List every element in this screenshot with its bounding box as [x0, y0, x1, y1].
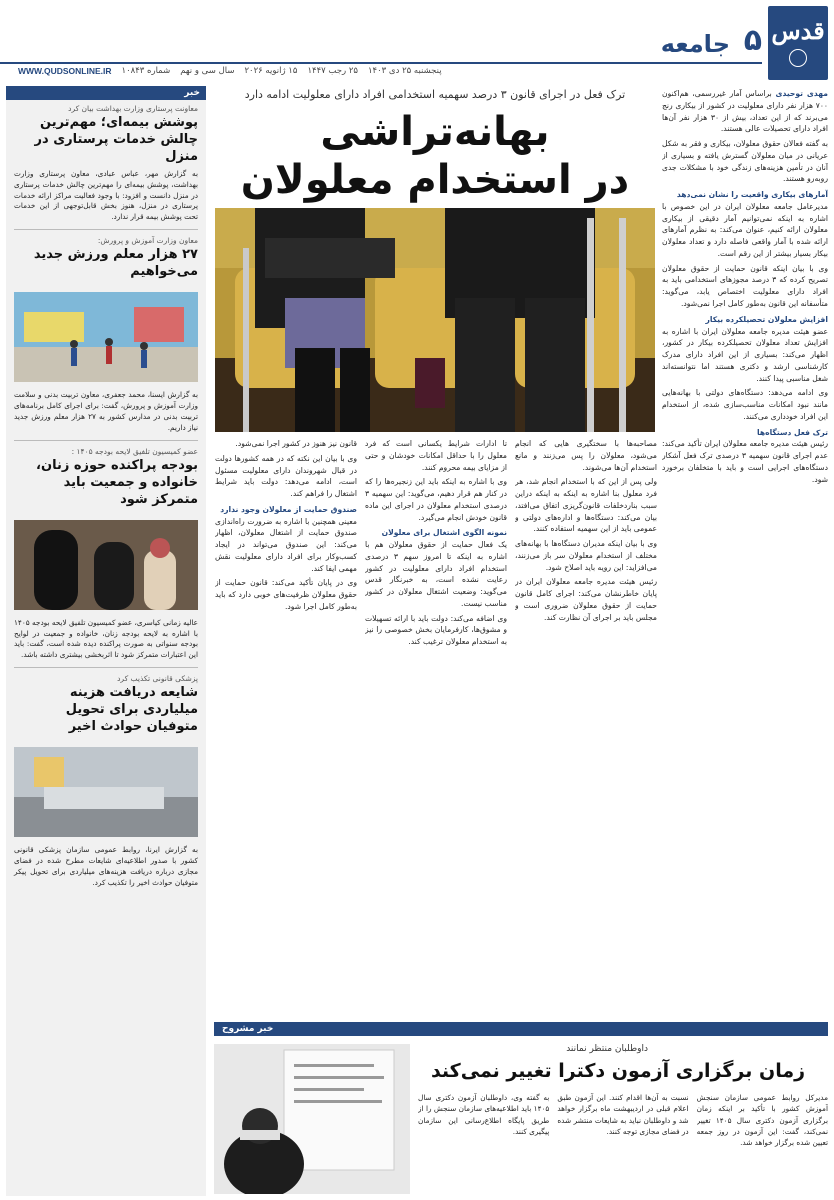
bottom-column-1: مدیرکل روابط عمومی سازمان سنجش آموزش کشور با تأکید بر اینکه زمان برگزاری آزمون دکتری سال ۱۴۰۵ تغییر نمی‌کند، گفت: این آزمون در روز جمعه تعیین شده برگزار خواهد شد. — [696, 1093, 828, 1148]
item-title[interactable]: شایعه دریافت هزینه میلیاردی برای تحویل متوفیان حوادث اخیر — [65, 685, 198, 735]
subheading: آمارهای بیکاری واقعیت را نشان نمی‌دهد — [676, 190, 828, 200]
masthead — [0, 0, 834, 86]
page-number: ۵ — [743, 23, 762, 58]
paragraph: قانون نیز هنوز در کشور اجرا نمی‌شود. — [235, 439, 357, 448]
sidebar-news-item[interactable] — [6, 670, 206, 743]
bottom-column-3: به گفته وی، داوطلبان آزمون دکتری سال ۱۴۰۵ باید اطلاعیه‌های سازمان سنجش را از طریق پایگاه اطلاع‌رسانی این سازمان پیگیری کنند. — [418, 1093, 550, 1136]
item-kicker: معاونت پرستاری وزارت بهداشت بیان کرد — [68, 104, 198, 113]
paragraph: عضو هیئت مدیره جامعه معلولان ایران با اشاره به افزایش تعداد معلولان تحصیلکرده بیکار در کشور، اظهار می‌کند: بسیاری از این افراد دارای مدرک کارشناسی ارشد و دکتری هستند اما نتوانسته‌اند شغل مناسبی پیدا کنند. — [662, 326, 828, 383]
paragraph: وی اضافه می‌کند: دولت باید با ارائه تسهیلات و مشوق‌ها، کارفرمایان بخش خصوصی را نیز به استخدام معلولان ترغیب کند. — [365, 613, 507, 647]
paragraph: رئیس هیئت مدیره جامعه معلولان ایران در پایان خاطرنشان می‌کند: اجرای کامل قانون حمایت از حقوق معلولان ضروری است و مجلس باید بر اجرای آن نظارت کند. — [515, 577, 657, 622]
body-column-1 — [515, 438, 657, 1016]
item-kicker: پزشکی قانونی تکذیب کرد — [117, 674, 198, 684]
bottom-body — [418, 1092, 828, 1196]
item-kicker: عضو کمیسیون تلفیق لایحه بودجه ۱۴۰۵ : — [71, 446, 198, 456]
website-link[interactable]: WWW.QUDSONLINE.IR — [18, 66, 112, 76]
item-body: عالیه زمانی کیاسری، عضو کمیسیون تلفیق لایحه بودجه ۱۴۰۵ با اشاره به لایحه بودجه زنان، خانواده و جمعیت در لوایح بودجه سنواتی به صورت پراکنده دیده شده است، گفت: باید این اعتبارات متمرکز شود تا اثربخشی بیشتری داشته باشد. — [14, 617, 198, 660]
paragraph: رئیس هیئت مدیره جامعه معلولان ایران تأکید می‌کند: عدم اجرای قانون سهمیه ۳ درصدی ترک فعل آشکار دستگاه‌های اجرایی است و باید با متخلفان برخورد شود. — [662, 439, 828, 484]
headline-line-2: در استخدام معلولان — [240, 157, 630, 203]
sidebar-news-item[interactable] — [6, 232, 206, 288]
item-body: به گزارش ایسنا، محمد جعفری، معاون تربیت بدنی و سلامت وزارت آموزش و پرورش، گفت: برای اجرای کامل برنامه‌های تربیت بدنی در مدارس کشور به ۲۷ هزار معلم ورزش جدید نیاز داریم. — [14, 390, 198, 432]
headline-line-1: بهانه‌تراشی — [320, 109, 550, 155]
date-hijri: ۲۵ رجب ۱۴۴۷ — [307, 66, 358, 76]
item-body: به گزارش ایرنا، روابط عمومی سازمان پزشکی قانونی کشور با صدور اطلاعیه‌ای شایعات مطرح شده در فضای مجازی درباره دریافت هزینه‌های میلیاردی برای تحویل پیکر متوفیان حوادث اخیر را تکذیب کرد. — [14, 844, 198, 887]
sports-teachers-photo[interactable] — [14, 292, 198, 382]
lead-paragraph — [662, 88, 828, 135]
logo-text: قدس — [771, 16, 825, 45]
detailed-news-section — [214, 1022, 828, 1196]
lead-text: براساس آمار غیررسمی، هم‌اکنون ۷۰۰ هزار نفر دارای معلولیت در کشور از بیکاری رنج می‌برند که از این تعداد، بیش از ۳۰ هزار نفر آن‌ها افراد دارای تحصیلات عالی هستند. — [662, 89, 828, 134]
divider — [14, 440, 198, 441]
volume-year: سال سی و نهم — [180, 66, 235, 76]
paragraph: مدیرعامل جامعه معلولان ایران در این خصوص با اشاره به اینکه نمی‌توانیم آمار دقیقی از بیکاری معلولان ارائه کنیم، عنوان می‌کند: به نظرم آمارهای ارائه شده با آمار واقعی فاصله دارد و تعداد معلولان بیکار بسیار بیشتر از این رقم است. — [662, 201, 828, 258]
masthead-rule — [0, 62, 762, 64]
main-kicker: ترک فعل در اجرای قانون ۳ درصد سهمیه استخدامی افراد دارای معلولیت ادامه دارد — [244, 88, 626, 101]
paragraph: وی با بیان اینکه قانون حمایت از حقوق معلولان تصریح کرده که ۳ درصد مجوزهای استخدامی باید به افراد دارای معلولیت اختصاص یابد، می‌گوید: متأسفانه این قانون به‌طور کامل اجرا نمی‌شود. — [662, 263, 828, 309]
paragraph: مصاحبه‌ها با سختگیری هایی که انجام می‌شود، معلولان را پس می‌زنند و مانع استخدام آن‌ها می‌شوند. — [515, 439, 657, 472]
bottom-column-2: نسبت به آن‌ها اقدام کنند. این آزمون طبق اعلام قبلی در اردیبهشت ماه برگزار خواهد شد و داوطلبان نباید به شایعات منتشر شده در فضای مجازی توجه کنند. — [557, 1093, 689, 1136]
forensic-building-photo[interactable] — [14, 747, 198, 837]
detailed-news-band-label: خبر مشروح — [222, 1024, 274, 1034]
date-line: پنجشنبه ۲۵ دی ۱۴۰۳ — [367, 66, 442, 76]
sidebar-news-item-body — [6, 614, 206, 666]
newspaper-logo[interactable] — [768, 6, 828, 80]
section-title: جامعه — [660, 30, 730, 58]
masthead-info — [10, 66, 762, 80]
item-kicker: معاون وزارت آموزش و پرورش: — [97, 236, 198, 246]
paragraph: وی با بیان اینکه مدیران دستگاه‌ها با بهانه‌های مختلف از استخدام معلولان سر باز می‌زنند، می‌افزاید: این رویه باید اصلاح شود. — [515, 539, 657, 572]
exam-illustration — [214, 1044, 410, 1194]
item-title[interactable]: ۲۷ هزار معلم ورزش جدید می‌خواهیم — [33, 247, 198, 280]
paragraph: معینی همچنین با اشاره به ضرورت راه‌اندازی صندوق حمایت از اشتغال معلولان، اظهار می‌کند: این صندوق می‌تواند در ایجاد کسب‌وکار برای افراد دارای معلولیت نقش مهمی ایفا کند. — [215, 516, 357, 573]
subheading: افزایش معلولان تحصیلکرده بیکار — [705, 314, 828, 324]
item-body: به گزارش مهر، عباس عبادی، معاون پرستاری وزارت بهداشت، پوشش بیمه‌ای را مهم‌ترین چالش خدمات پرستاری در منزل دانست و افزود: با وجود فعالیت مراکز ارائه خدمات پرستاری در منزل، هنوز بخش قابل‌توجهی از این خدمات تحت پوشش بیمه قرار ندارد. — [14, 168, 198, 222]
main-story-lead-column — [662, 88, 828, 1016]
paragraph: وی در پایان تأکید می‌کند: قانون حمایت از حقوق معلولان ظرفیت‌های خوبی دارد که باید به‌طور کامل اجرا شود. — [215, 578, 357, 611]
date-gregorian: ۱۵ ژانویه ۲۰۲۶ — [244, 66, 298, 76]
paragraph: وی ادامه می‌دهد: دستگاه‌های دولتی با بهانه‌هایی مانند نبود امکانات مناسب‌سازی شده، از استخدام این افراد خودداری می‌کنند. — [662, 388, 828, 421]
main-photo-illustration — [215, 208, 655, 432]
subheading: ترک فعل دستگاه‌ها — [756, 427, 828, 437]
bottom-headline[interactable]: زمان برگزاری آزمون دکترا تغییر نمی‌کند — [430, 1060, 806, 1082]
body-column-2 — [365, 438, 507, 1016]
item-title[interactable]: پوشش بیمه‌ای؛ مهم‌ترین چالش خدمات پرستاری در منزل — [34, 115, 198, 164]
sidebar-band — [6, 86, 206, 100]
family-illustration — [14, 520, 198, 610]
detailed-news-band — [214, 1022, 828, 1036]
bottom-kicker: داوطلبان منتظر نمانند — [566, 1044, 648, 1054]
family-photo[interactable] — [14, 520, 198, 610]
issue-number: شماره ۱۰۸۴۳ — [121, 66, 171, 76]
news-sidebar — [6, 86, 206, 1196]
paragraph: ولی پس از این که با استخدام انجام شد، هر فرد معلول بنا اشاره به اینکه به اینکه دراین سبب بناردخلفات قانون‌گریزی اتفاق می‌افتد، بیان می‌کند: دستگاه‌ها و اداره‌های دولتی و عمومی باید از این سهمیه استفاده کنند. — [515, 477, 657, 534]
divider — [14, 667, 198, 668]
author-name: مهدی توحیدی — [775, 89, 828, 98]
body-column-3 — [215, 438, 357, 1016]
paragraph: به گفته فعالان حقوق معلولان، بیکاری و فقر به شکل عریانی در میان معلولان گسترش یافته و بسیاری از آنان در تأمین هزینه‌های زندگی خود با مشکلات جدی روبه‌رو هستند. — [662, 139, 828, 184]
schoolyard-illustration — [14, 292, 198, 382]
main-story-body — [215, 438, 657, 1016]
sidebar-news-item[interactable] — [6, 100, 206, 227]
forensic-illustration — [14, 747, 198, 837]
paragraph: وی با بیان این نکته که در همه کشورها دولت در قبال شهروندان دارای معلولیت مسئول است، ادامه می‌دهد: دولت باید شرایط اشتغال را فراهم کند. — [215, 453, 357, 499]
sidebar-band-label: خبر — [184, 88, 200, 98]
subheading: صندوق حمایت از معلولان وجود ندارد — [220, 504, 357, 514]
paragraph: یک فعال حمایت از حقوق معلولان هم با اشاره به اینکه تا امروز سهم ۳ درصدی استخدام افراد دارای معلولیت در کشور رعایت نشده است، به خبرنگار قدس می‌گوید: وضعیت اشتغال معلولان در کشور مناسب نیست. — [365, 540, 507, 608]
subheading: نمونه الگوی اشتغال برای معلولان — [381, 528, 507, 538]
paragraph: وی با اشاره به اینکه باید این زنجیره‌ها را که در کنار هم قرار دهیم، می‌گوید: این سهمیه ۳ درصدی استخدام معلولان در اجرای این ماده قانون خودش انجام می‌گیرد. — [365, 477, 507, 522]
divider — [14, 229, 198, 230]
main-photo-disabled-people-seated[interactable] — [215, 208, 655, 432]
item-title[interactable]: بودجه پراکنده حوزه زنان، خانواده و جمعیت باید متمرکز شود — [36, 457, 198, 507]
logo-seal-icon — [789, 49, 807, 67]
paragraph: تا ادارات شرایط یکسانی است که فرد معلول را با حداقل امکانات خودشان و حتی از مزایای بیمه محروم کنند. — [365, 439, 507, 472]
sidebar-news-item[interactable] — [6, 443, 206, 516]
exam-papers-photo[interactable] — [214, 1044, 410, 1194]
sidebar-news-item-body — [6, 841, 206, 893]
sidebar-news-item-body — [6, 386, 206, 438]
